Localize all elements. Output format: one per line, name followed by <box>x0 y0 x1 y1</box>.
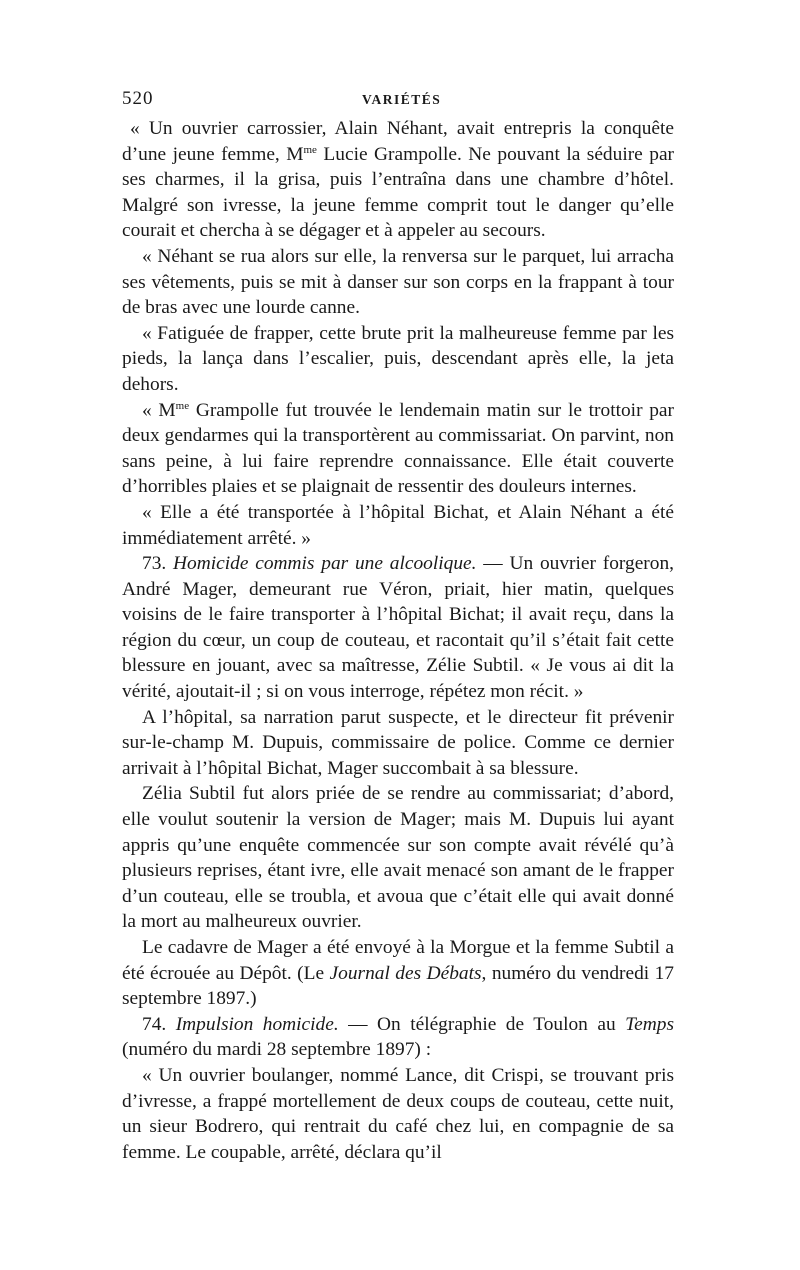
page-number: 520 <box>122 88 154 109</box>
italic-text: Homicide commis par une alcoolique. <box>173 553 477 575</box>
superscript: me <box>175 399 190 412</box>
paragraph-p11 <box>122 1063 674 1165</box>
paragraph-p7 <box>122 705 674 782</box>
italic-text: Temps <box>625 1013 674 1035</box>
text-run: — Un ouvrier forgeron, André Mager, demeurant rue Véron, priait, hier matin, quelques voisins de le faire transporter à l’hôpital Bichat; il avait reçu, dans la région du cœur, un coup de couteau, et racontait qu’il s’était fait cette blessure en jouant, avec sa maîtresse, Zélie Subtil. « Je vous ai dit la vérité, ajoutait-il ; si on vous interroge, répétez mon récit. » <box>122 553 674 703</box>
text-run: 74. <box>142 1013 176 1035</box>
paragraph-p10 <box>122 1012 674 1063</box>
paragraph-p6 <box>122 551 674 705</box>
paragraph-p9 <box>122 935 674 1012</box>
text-run: Grampolle fut trouvée le lendemain matin sur le trottoir par deux gendarmes qui la transportèrent au commissariat. On parvint, non sans peine, à lui faire reprendre connaissance. Elle était couverte d’horribles plaies et se plaignait de ressentir des douleurs internes. <box>122 399 674 498</box>
text-run: Le cadavre de Mager a été envoyé à la Morgue et la femme Subtil a été écrouée au Dépôt. (Le <box>122 937 674 984</box>
text-run: « Un ouvrier boulanger, nommé Lance, dit Crispi, se trouvant pris d’ivresse, a frappé mortellement de deux coups de couteau, cette nuit, un sieur Bodrero, qui rentrait du café chez lui, en compagnie de sa femme. Le coupable, arrêté, déclara qu’il <box>122 1064 674 1163</box>
book-page <box>122 88 674 1165</box>
body-text <box>122 116 674 1165</box>
text-run: « Fatiguée de frapper, cette brute prit la malheureuse femme par les pieds, la lança dans l’escalier, puis, descendant après elle, la jeta dehors. <box>122 322 674 395</box>
page-header <box>122 88 674 116</box>
paragraph-p4 <box>122 398 674 500</box>
italic-text: Impulsion homicide. <box>175 1013 339 1035</box>
text-run: A l’hôpital, sa narration parut suspecte, et le directeur fit prévenir sur-le-champ M. Dupuis, commissaire de police. Comme ce dernier arrivait à l’hôpital Bichat, Mager succombait à sa blessure. <box>122 706 674 779</box>
text-run: — On télégraphie de Toulon au <box>338 1013 626 1035</box>
text-run: « M <box>142 399 176 421</box>
text-run: Zélia Subtil fut alors priée de se rendre au commissariat; d’abord, elle voulut soutenir la version de Mager; mais M. Dupuis lui ayant appris qu’une enquête commencée sur son compte avait révélé qu’à plusieurs reprises, étant ivre, elle avait menacé son amant de le frapper d’un couteau, elle se troubla, et avoua que c’était elle qui avait donné la mort au malheureux ouvrier. <box>122 783 674 933</box>
text-run: (numéro du mardi 28 septembre 1897) : <box>122 1039 432 1061</box>
text-run: « Elle a été transportée à l’hôpital Bichat, et Alain Néhant a été immédiatement arrêté. » <box>122 501 674 549</box>
paragraph-p3 <box>122 321 674 398</box>
paragraph-p2 <box>122 244 674 321</box>
paragraph-p1 <box>122 116 674 244</box>
text-run: 73. <box>142 553 174 575</box>
paragraph-p5 <box>122 500 674 551</box>
text-run: « Néhant se rua alors sur elle, la renversa sur le parquet, lui arracha ses vêtements, puis se mit à danser sur son corps en la frappant à tour de bras avec une lourde canne. <box>122 245 674 319</box>
text-run: « Un ouvrier carrossier, Alain Néhant, avait entrepris la conquête d’une jeune femme, M <box>122 118 674 165</box>
text-run: Lucie Grampolle. Ne pouvant la séduire par ses charmes, il la grisa, puis l’entraîna dans une chambre d’hôtel. Malgré son ivresse, la jeune femme comprit tout le danger qu’elle courait et chercha à se dégager et à appeler au secours. <box>122 143 675 242</box>
paragraph-p8 <box>122 781 674 935</box>
running-title: VARIÉTÉS <box>362 92 442 107</box>
superscript: me <box>303 143 317 156</box>
italic-text: Journal des Débats <box>329 962 482 984</box>
text-run: , numéro du vendredi 17 septembre 1897.) <box>122 962 674 1010</box>
